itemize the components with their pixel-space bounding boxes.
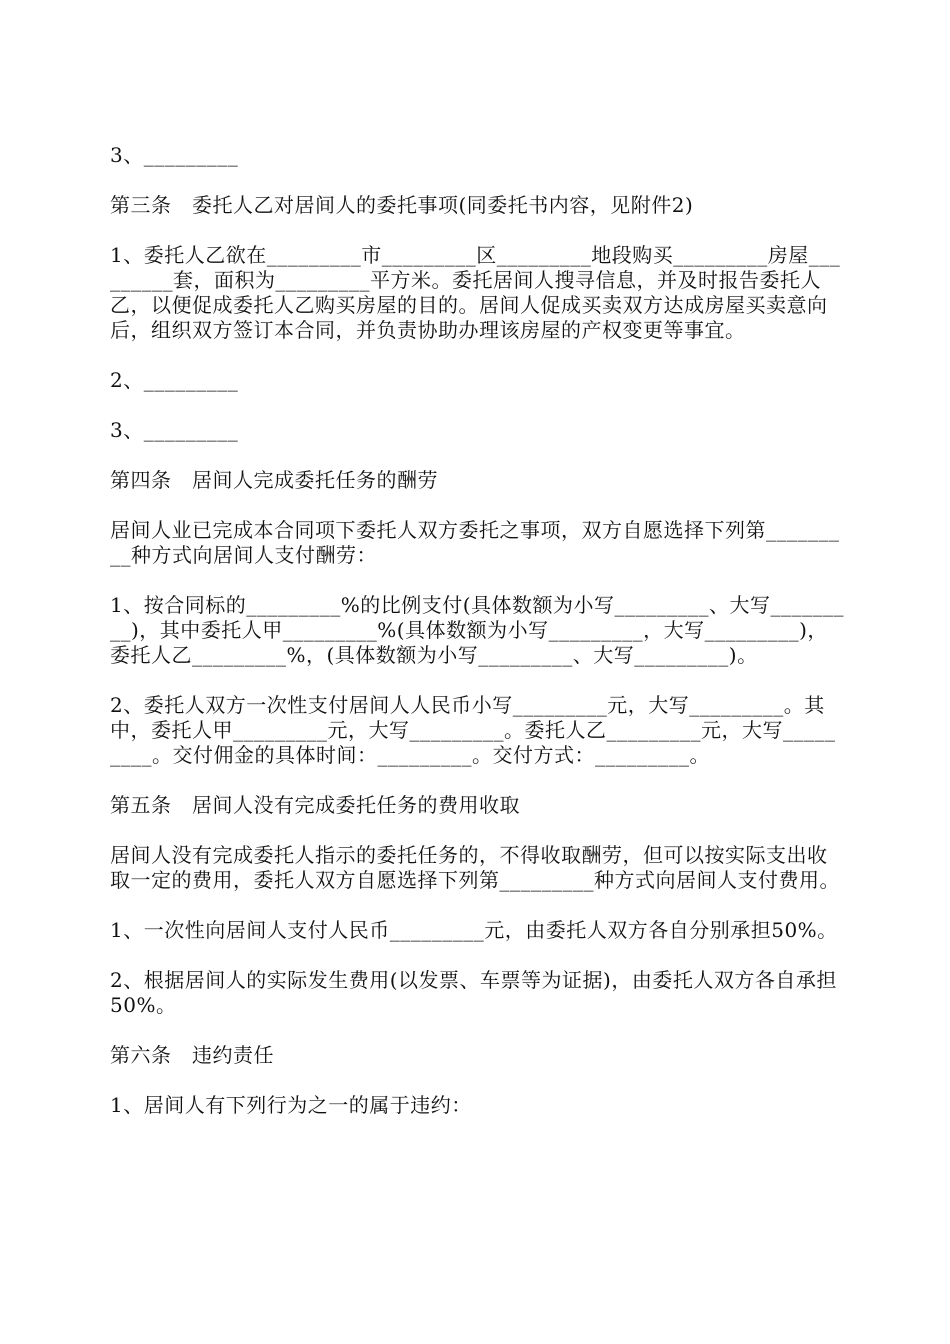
article-4-item-1: 1、按合同标的_________%的比例支付(具体数额为小写_________、大写_________)，其中委托人甲_________%(具体数额为小写_________，大写_________)，委托人乙_________%，(具体数额为小写_________、大写_________)。 — [110, 593, 845, 667]
article-3-item-1: 1、委托人乙欲在_________市_________区_________地段购买_________房屋_________套，面积为_________平方米。委托居间人搜寻信息，并及时报告委托人乙，以便促成委托人乙购买房屋的目的。居间人促成买卖双方达成房屋买卖意向后，组织双方签订本合同，并负责协助办理该房屋的产权变更等事宜。 — [110, 243, 841, 342]
article-5-item-1: 1、一次性向居间人支付人民币_________元，由委托人双方各自分别承担50%。 — [110, 918, 838, 942]
article-4-heading: 第四条 居间人完成委托任务的酬劳 — [110, 468, 438, 492]
article-3-item-3: 3、_________ — [110, 418, 239, 442]
article-4-intro: 居间人业已完成本合同项下委托人双方委托之事项，双方自愿选择下列第_________种方式向居间人支付酬劳： — [110, 518, 840, 567]
article-5-intro: 居间人没有完成委托人指示的委托任务的，不得收取酬劳，但可以按实际支出收取一定的费用，委托人双方自愿选择下列第_________种方式向居间人支付费用。 — [110, 843, 840, 892]
article-3-heading: 第三条 委托人乙对居间人的委托事项(同委托书内容，见附件2) — [110, 193, 694, 217]
item-3-line-a: 3、_________ — [110, 143, 239, 167]
article-6-item-1: 1、居间人有下列行为之一的属于违约： — [110, 1093, 472, 1117]
article-6-heading: 第六条 违约责任 — [110, 1043, 274, 1067]
document-body — [110, 143, 845, 1143]
article-3-item-2: 2、_________ — [110, 368, 239, 392]
article-5-heading: 第五条 居间人没有完成委托任务的费用收取 — [110, 793, 520, 817]
article-5-item-2: 2、根据居间人的实际发生费用(以发票、车票等为证据)，由委托人双方各自承担50%。 — [110, 968, 837, 1017]
article-4-item-2: 2、委托人双方一次性支付居间人人民币小写_________元，大写_________。其中，委托人甲_________元，大写_________。委托人乙_________元，大写_________。交付佣金的具体时间：_________。交付方式：_________。 — [110, 693, 836, 767]
